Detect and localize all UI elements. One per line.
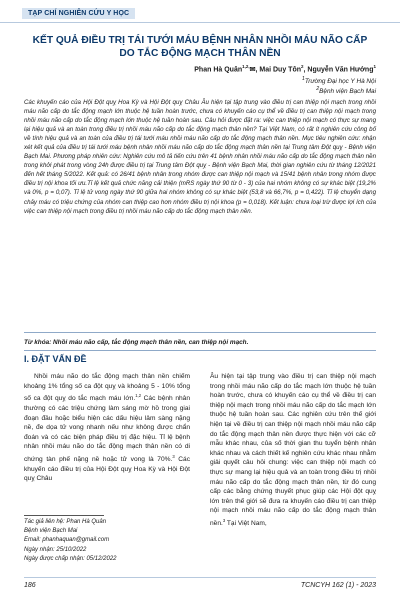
received-date: Ngày nhận: 25/10/2022 [24, 546, 87, 553]
correspondence-footnote [24, 518, 194, 564]
article-title: KẾT QUẢ ĐIỀU TRỊ TÁI TƯỚI MÁU BỆNH NHÂN NHỒI MÁU NÃO CẤP DO TẮC ĐỘNG MẠCH THÂN NỀN [32, 35, 368, 59]
page-number: 186 [24, 582, 36, 589]
author-affiliation-mark: 1,2, [242, 64, 250, 69]
author-name: Mai Duy Tôn [259, 66, 302, 74]
section-heading: I. ĐẶT VẤN ĐỀ [24, 354, 87, 364]
abstract-divider-bottom [24, 350, 376, 351]
corresponding-institution: Bệnh viện Bạch Mai [24, 528, 78, 535]
abstract [24, 98, 376, 216]
journal-tag: TẠP CHÍ NGHIÊN CỨU Y HỌC [22, 8, 135, 19]
affiliation-2: $^2$Bệnh viện Bạch Mai [316, 86, 376, 96]
keywords: Từ khóa: Nhồi máu não cấp, tắc động mạch thân nền, can thiệp nội mạch. [24, 339, 249, 346]
corresponding-author: Tác giả liên hệ: Phan Hà Quân [24, 519, 107, 525]
footnote-divider [24, 515, 104, 516]
intro-column-right [210, 372, 376, 529]
abstract-text: Các khuyến cáo của Hội Đột quỵ Hoa Kỳ và Hội Đột quỵ Châu Âu hiện tại tập trung vào điều trị can thiệp nội mạch trong nhồi máu não cấp do tắc động mạch lớn thuộc hệ tuần hoàn trước, chưa có khuyến cáo cụ thể về điều trị can thiệp nội mạch trong nhồi máu não cấp do tắc động mạch lớn thuộc hệ tuần hoàn sau. Câu hỏi được đặt ra: việc can thiệp nội mạch có thực sự mang lại hiệu quả và an toàn trong điều trị nhồi máu não cấp do tắc động mạch thân nền? Tại Việt Nam, có rất ít nghiên cứu công bố về tính hiệu quả và an toàn của điều trị tái tưới máu nhồi máu não cấp do tắc động mạch thân nền. Mục tiêu nghiên cứu: nhận xét kết quả của điều trị tái tưới máu bệnh nhân nhồi máu não cấp do tắc động mạch thân nền tại Trung tâm Đột quỵ - Bệnh viện Bạch Mai. Phương pháp nhiên cứu: Nghiên cứu mô tả tiến cứu trên 41 bệnh nhân nhồi máu não cấp do tắc động mạch thân nền trong khởi phát trong vòng 24h được điều trị tại Trung tâm Đột quỵ - Bệnh viện Bạch Mai, thời gian nghiên cứu từ tháng 12/2021 đến hết tháng 5/2022. Kết quả: có 26/41 bệnh nhân trong nhóm được can thiệp nội mạch và 15/41 bệnh nhân trong nhóm được điều trị nội khoa tối ưu.Tỉ lệ kết quả chức năng cải thiện (mRS ngày thứ 90 từ 0 - 3) của hai nhóm không có sự khác biệt (19,2% và 0%, p = 0,07). Tỉ lệ tử vong ngày thứ 90 giữa hai nhóm không có sự khác biệt (53,8 và 66,7%, p = 0,422). Tỉ lệ chuyển dạng chảy máu có triệu chứng của nhóm can thiệp cao hơn nhóm điều trị nội khoa (p = 0,018). Kết luận: chưa loại trừ được lợi ích của việc can thiệp nội mạch trong điều trị nhồi máu não cấp do tắc động mạch thân nền. [24, 99, 376, 215]
accepted-date: Ngày được chấp nhận: 05/12/2022 [24, 555, 117, 562]
intro-column-left [24, 372, 190, 484]
author-affiliation-mark: 2 [301, 64, 304, 69]
header-divider [0, 22, 400, 23]
intro-paragraph: Nhồi máu não do tắc động mạch thân nền chiếm khoảng 1% tổng số ca đột quỵ và khoảng 5 - 10% tổng số ca đột quỵ do tắc mạch máu lớn.$^{1,2}$ Các bệnh nhân thường có các triệu chứng làm sáng mờ hồ trong giai đoạn đầu hoặc biểu hiện các dấu hiệu lâm sàng nặng nề, đe dọa tử vong nhanh nếu như không được chẩn đoán và có các biện pháp điều trị đặc hiệu. Tỉ lệ bệnh nhân nhồi máu não do tắc động mạch thân nền có di chứng tàn phế nặng nề hoặc tử vong là 70%.$^3$ Các khuyến cáo điều trị của Hội Đột quỵ Hoa Kỳ và Hội Đột quỵ Châu [24, 373, 191, 483]
corresponding-email: Email: phanhaquan@gmail.com [24, 537, 110, 544]
email-icon: ✉ [249, 66, 256, 74]
footer-divider [24, 577, 376, 578]
author-name: Nguyễn Văn Hướng [307, 66, 374, 74]
affiliation-1: $^1$Trường Đại học Y Hà Nội [301, 76, 376, 86]
author-line: Phan Hà Quân$^{1,2,}$✉, Mai Duy Tôn$^2$, Nguyễn Văn Hướng$^1$ [194, 64, 376, 74]
abstract-divider-top [24, 332, 376, 333]
intro-paragraph: Âu hiện tại tập trung vào điều trị can thiệp nội mạch trong nhồi máu não cấp do tắc mạch lớn thuộc hệ tuần hoàn trước, chưa có khuyến cáo cụ thể về điều trị can thiệp nội mạch trong nhồi máu não cấp do tắc mạch lớn thuộc hệ tuần hoàn sau. Các nghiên cứu trên thế giới hiện tại về điều trị can thiệp nội mạch nhồi máu não cấp do tắc động mạch thân nền được thực hiện với các cỡ mẫu khác nhau, của số thời gian thu tuyển bệnh nhân khác nhau và cách thiết kế nghiên cứu khác nhau nhằm giải quyết câu hỏi chung: việc can thiệp nội mạch có thực sự mang lại hiệu quả và an toàn trong điều trị nhồi máu não cấp do tắc động mạch thân nền, từ đó cung cấp các bằng chứng thuyết phục giúp các Hội đột quỵ lớn trên thế giới sẽ đưa ra khuyến cáo điều trị can thiệp nội mạch nhồi máu não cấp do tắc động mạch thân nền.$^3$ Tại Việt Nam, [210, 373, 376, 528]
author-name: Phan Hà Quân [194, 66, 243, 74]
journal-issue: TCNCYH 162 (1) - 2023 [300, 582, 376, 589]
author-affiliation-mark: 1 [373, 64, 376, 69]
